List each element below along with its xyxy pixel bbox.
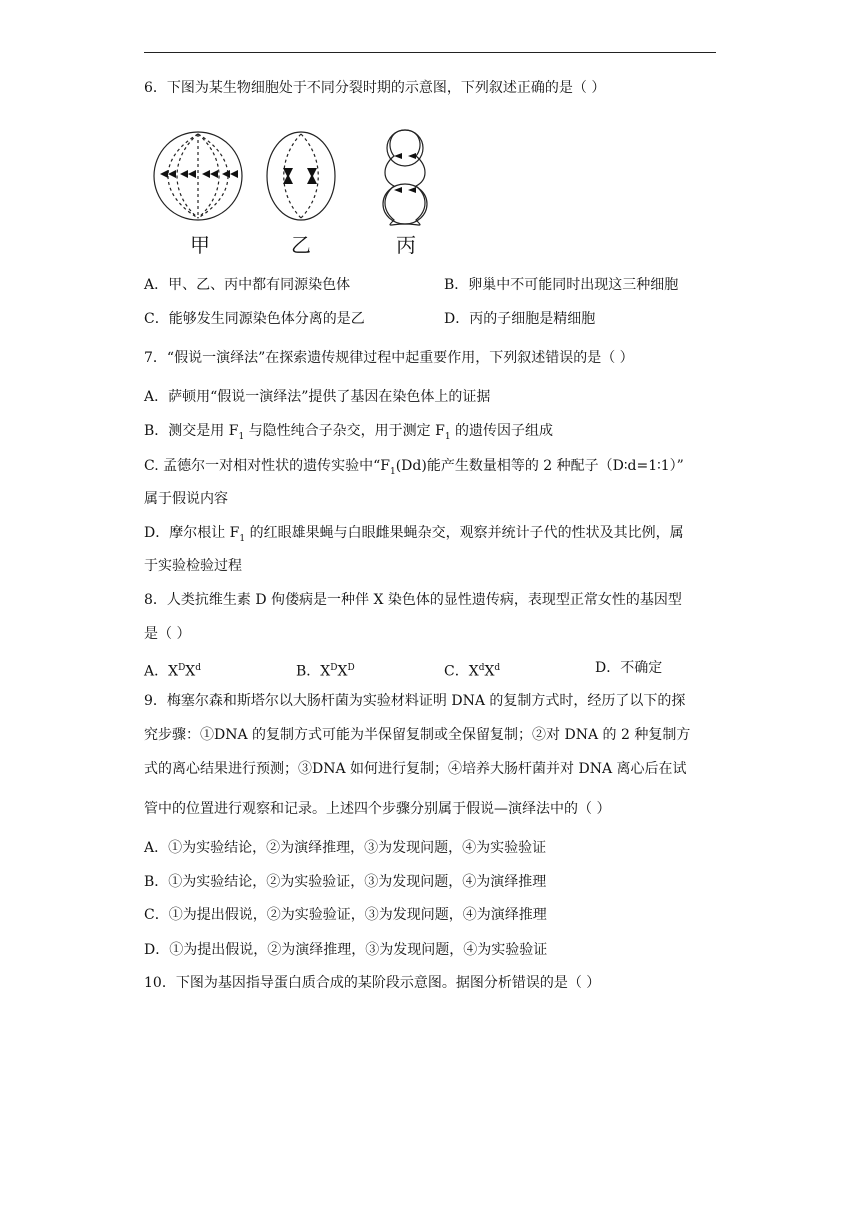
label-yi: 乙 — [291, 233, 311, 257]
q9-option-b: B．①为实验结论，②为实验验证，③为发现问题，④为演绎推理 — [144, 874, 547, 890]
q6-option-d: D．丙的子细胞是精细胞 — [444, 311, 596, 327]
q7-option-c: C. 孟德尔一对相对性状的遗传实验中“$F_1(Dd)$能产生数量相等的 2 种配子（D∶d=1∶1）” — [144, 458, 684, 477]
header-rule — [144, 52, 716, 53]
q7-option-d: D．摩尔根让 $F_1$ 的红眼雄果蝇与白眼雌果蝇杂交，观察并统计子代的性状及其比例，属 — [144, 525, 684, 544]
q10-stem: 10．下图为基因指导蛋白质合成的某阶段示意图。据图分析错误的是（ ） — [144, 975, 601, 991]
q8-stem-cont: 是（ ） — [144, 626, 191, 642]
q7-stem: 7．“假说一演绎法”在探索遗传规律过程中起重要作用，下列叙述错误的是（ ） — [144, 350, 634, 366]
label-jia: 甲 — [190, 233, 210, 257]
q7-option-d-cont: 于实验检验过程 — [144, 558, 242, 574]
q6-option-b: B．卵巢中不可能同时出现这三种细胞 — [444, 277, 679, 293]
q8-option-b: B．$X^DX^D$ — [296, 663, 355, 680]
q7-option-c-cont: 属于假说内容 — [144, 491, 228, 507]
q9-option-a: A．①为实验结论，②为演绎推理，③为发现问题，④为实验验证 — [144, 840, 547, 856]
q9-stem-2: 究步骤：①DNA 的复制方式可能为半保留复制或全保留复制；②对 DNA 的 2 种复制方 — [144, 727, 691, 743]
q9-stem-4: 管中的位置进行观察和记录。上述四个步骤分别属于假说—演绎法中的（ ） — [144, 801, 611, 817]
q6-option-a: A．甲、乙、丙中都有同源染色体 — [144, 277, 351, 293]
q9-option-d: D．①为提出假说，②为演绎推理，③为发现问题，④为实验验证 — [144, 942, 548, 958]
q7-option-b: B．测交是用 $F_1$ 与隐性纯合子杂交，用于测定 $F_1$ 的遗传因子组成 — [144, 423, 553, 442]
q6-option-c: C．能够发生同源染色体分离的是乙 — [144, 311, 365, 327]
q6-stem: 6．下图为某生物细胞处于不同分裂时期的示意图，下列叙述正确的是（ ） — [144, 80, 606, 96]
q7-option-a: A．萨顿用“假说一演绎法”提供了基因在染色体上的证据 — [144, 389, 491, 405]
q9-stem-3: 式的离心结果进行预测；③DNA 如何进行复制；④培养大肠杆菌并对 DNA 离心后在试 — [144, 761, 687, 777]
q9-option-c: C．①为提出假说，②为实验验证，③为发现问题，④为演绎推理 — [144, 907, 547, 923]
q8-option-c: C．$X^dX^d$ — [444, 663, 501, 680]
q8-option-a: A．$X^DX^d$ — [144, 663, 202, 680]
cell-yi — [267, 132, 335, 220]
q8-stem: 8．人类抗维生素 D 佝偻病是一种伴 X 染色体的显性遗传病，表现型正常女性的基因型 — [144, 592, 682, 608]
cell-bing — [383, 130, 427, 225]
cell-division-figure — [150, 128, 450, 260]
q8-option-d: D．不确定 — [595, 660, 663, 676]
q9-stem-1: 9．梅塞尔森和斯塔尔以大肠杆菌为实验材料证明 DNA 的复制方式时，经历了以下的探 — [144, 693, 686, 709]
label-bing: 丙 — [396, 233, 416, 257]
cell-jia — [154, 132, 242, 220]
